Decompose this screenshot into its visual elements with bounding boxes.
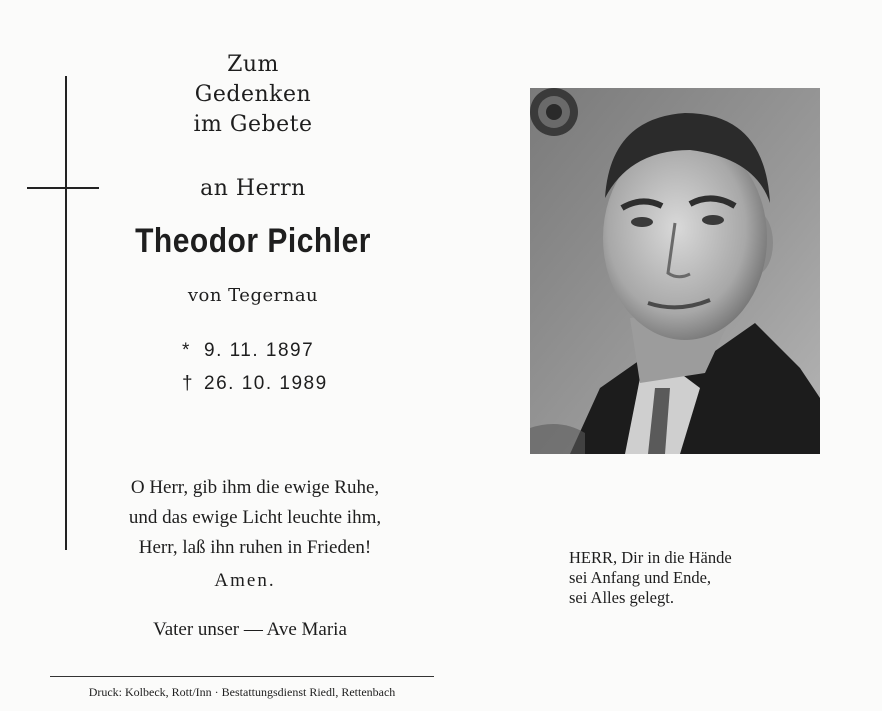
death-date-row (182, 373, 328, 395)
birth-date: 9. 11. 1897 (204, 340, 315, 361)
birth-date-row (182, 340, 314, 362)
printer-credit: Druck: Kolbeck, Rott/Inn · Bestattungsdienst Riedl, Rettenbach (88, 685, 396, 699)
portrait-illustration (530, 88, 820, 454)
heading-line-2: Gedenken (194, 82, 312, 107)
cross-horizontal-bar (27, 187, 99, 189)
cross-vertical-bar (65, 76, 67, 550)
salutation: an Herrn (200, 176, 306, 201)
verse-line-3: sei Alles gelegt. (569, 588, 674, 607)
verse-text (569, 548, 732, 608)
origin-place: von Tegernau (187, 285, 319, 306)
death-cross-symbol: † (182, 373, 195, 394)
prayer-line-3: Herr, laß ihn ruhen in Frieden! (138, 537, 372, 558)
prayer-line-2: und das ewige Licht leuchte ihm, (128, 507, 382, 528)
prayer-text (105, 473, 405, 563)
portrait-photo (530, 88, 820, 454)
memorial-heading (160, 50, 346, 140)
deceased-name: Theodor Pichler (135, 222, 371, 260)
closing-prayer: Vater unser — Ave Maria (153, 619, 347, 640)
footer-divider (50, 676, 434, 677)
prayer-line-1: O Herr, gib ihm die ewige Ruhe, (130, 477, 380, 498)
death-date: 26. 10. 1989 (204, 373, 328, 394)
verse-line-1: HERR, Dir in die Hände (569, 548, 732, 567)
heading-line-3: im Gebete (193, 112, 313, 137)
birth-star-symbol: * (182, 340, 191, 361)
amen-text: Amen. (214, 570, 276, 591)
verse-line-2: sei Anfang und Ende, (569, 568, 712, 587)
heading-line-1: Zum (227, 52, 279, 77)
